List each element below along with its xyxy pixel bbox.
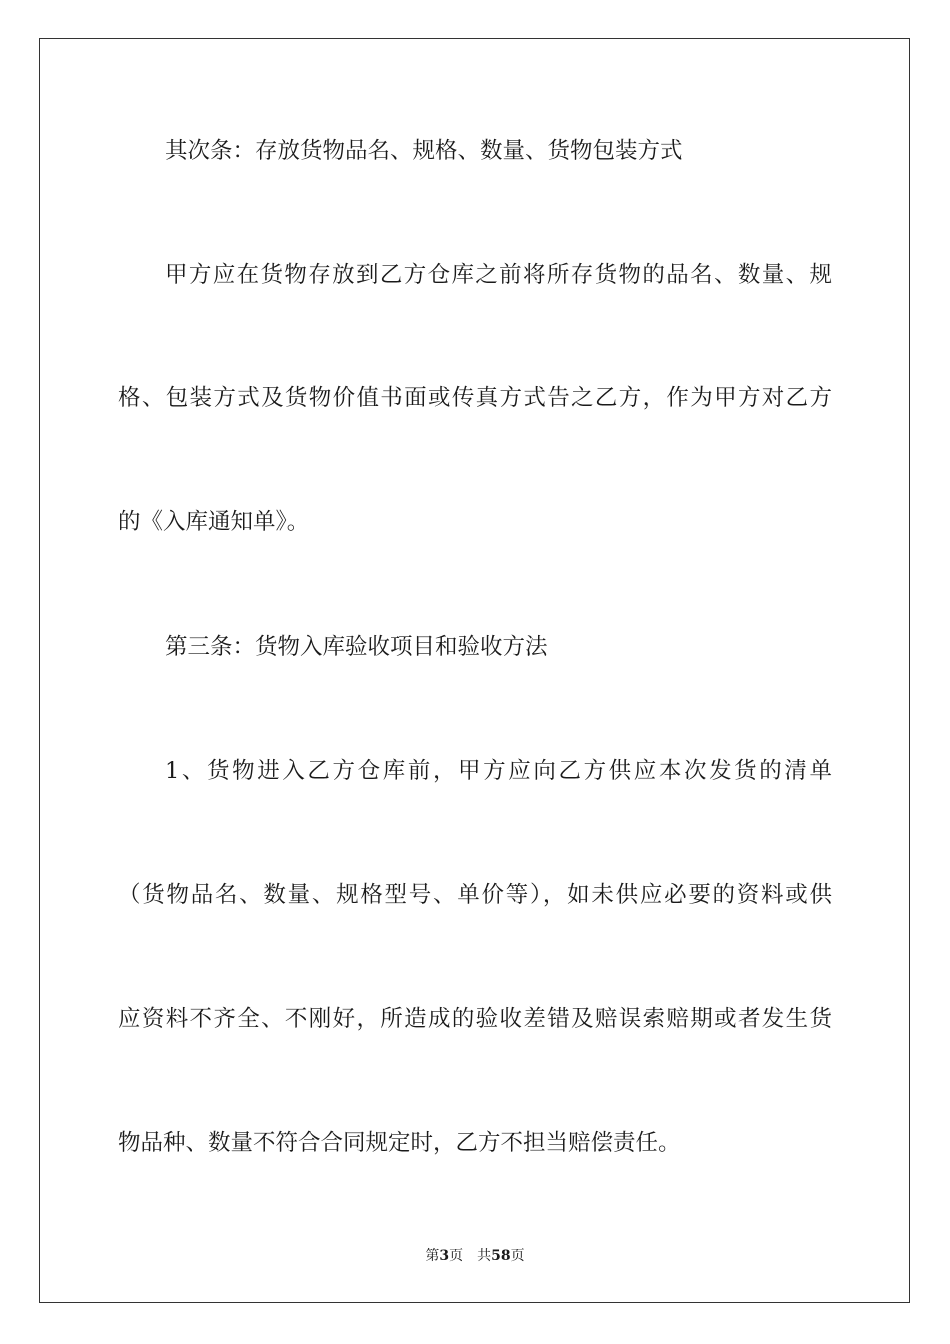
footer-total-prefix: 共 <box>477 1248 492 1264</box>
paragraph-line: （货物品名、数量、规格型号、单价等），如未供应必要的资料或供 <box>118 882 832 908</box>
footer-page-number: 3 <box>439 1248 450 1264</box>
page-footer <box>0 1246 950 1266</box>
paragraph-line: 1、货物进入乙方仓库前，甲方应向乙方供应本次发货的清单 <box>165 758 832 784</box>
paragraph-line: 甲方应在货物存放到乙方仓库之前将所存货物的品名、数量、规 <box>165 262 832 288</box>
footer-page-prefix: 第 <box>425 1248 440 1264</box>
paragraph-line: 应资料不齐全、不刚好，所造成的验收差错及赔误索赔期或者发生货 <box>118 1006 832 1032</box>
clause-3-heading: 第三条：货物入库验收项目和验收方法 <box>165 634 548 660</box>
page-border <box>39 38 910 1303</box>
footer-page-suffix: 页 <box>449 1248 464 1264</box>
paragraph-line: 格、包装方式及货物价值书面或传真方式告之乙方，作为甲方对乙方 <box>118 385 832 411</box>
paragraph-line: 物品种、数量不符合合同规定时，乙方不担当赔偿责任。 <box>118 1130 681 1156</box>
clause-2-heading: 其次条：存放货物品名、规格、数量、货物包装方式 <box>165 138 683 164</box>
paragraph-line: 的《入库通知单》。 <box>118 509 310 535</box>
footer-total-suffix: 页 <box>510 1248 525 1264</box>
footer-total-pages: 58 <box>491 1248 511 1264</box>
